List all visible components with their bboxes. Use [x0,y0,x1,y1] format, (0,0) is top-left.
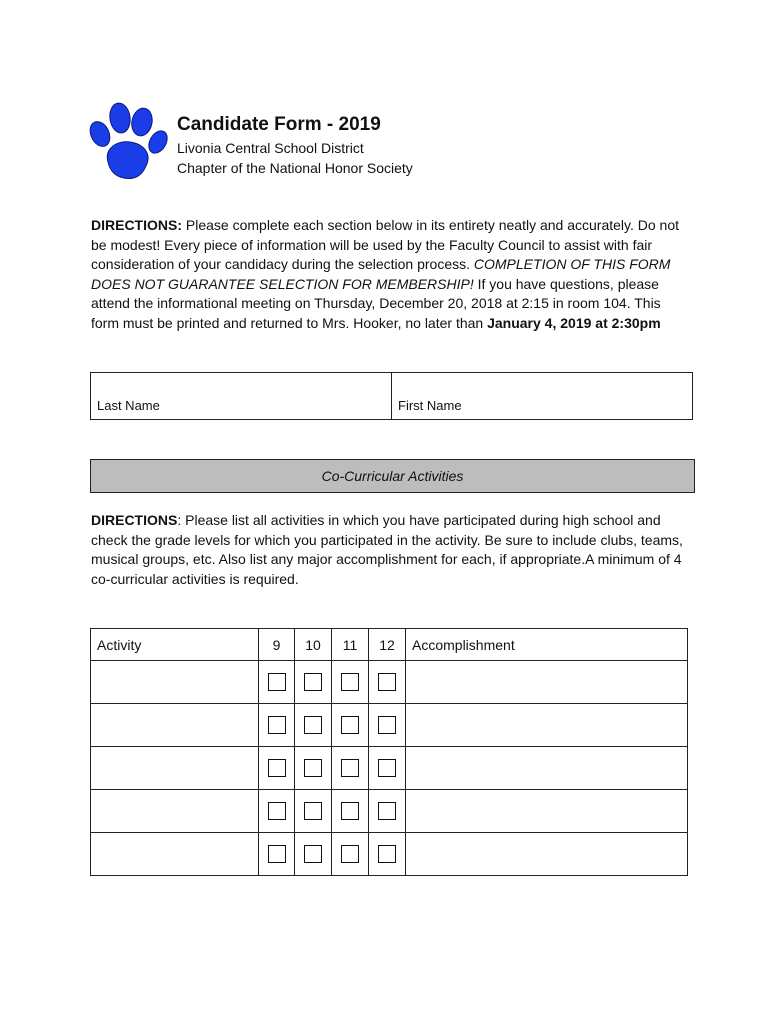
activity-cell[interactable] [91,704,259,747]
table-row [91,790,688,833]
grade-11-checkbox[interactable] [341,802,359,820]
grade-11-checkbox[interactable] [341,845,359,863]
grade-11-header: 11 [332,629,369,661]
last-name-label: Last Name [97,398,160,413]
grade-12-checkbox[interactable] [378,716,396,734]
first-name-field[interactable] [391,373,692,419]
accomplishment-cell[interactable] [406,747,688,790]
directions-deadline: January 4, 2019 at 2:30pm [487,314,661,331]
grade-10-checkbox[interactable] [304,759,322,777]
activity-cell[interactable] [91,747,259,790]
form-title: Candidate Form - 2019 [177,114,381,135]
grade-11-checkbox[interactable] [341,673,359,691]
paw-print-icon [86,100,172,184]
accomplishment-header: Accomplishment [406,629,688,661]
activity-cell[interactable] [91,790,259,833]
table-row [91,661,688,704]
activity-header: Activity [91,629,259,661]
last-name-field[interactable] [91,373,391,419]
table-row [91,833,688,876]
section-header-co-curricular: Co-Curricular Activities [90,459,695,493]
grade-12-checkbox[interactable] [378,802,396,820]
grade-10-header: 10 [295,629,332,661]
grade-12-checkbox[interactable] [378,845,396,863]
directions-paragraph [91,216,691,333]
directions-label: DIRECTIONS: [91,217,182,233]
grade-9-checkbox[interactable] [268,716,286,734]
district-name: Livonia Central School District [177,140,364,156]
directions-text-1: Please complete each section below in its entirety neatly and accurately. Do not be modest! Every piece of information will be used by the Faculty Council to assist with fair consideration of your candidacy during the selection process. [91,217,680,272]
grade-10-checkbox[interactable] [304,716,322,734]
accomplishment-cell[interactable] [406,704,688,747]
grade-12-checkbox[interactable] [378,673,396,691]
activity-cell[interactable] [91,833,259,876]
grade-9-checkbox[interactable] [268,802,286,820]
grade-11-checkbox[interactable] [341,759,359,777]
grade-9-checkbox[interactable] [268,673,286,691]
grade-10-checkbox[interactable] [304,845,322,863]
first-name-label: First Name [398,398,462,413]
grade-9-header: 9 [259,629,295,661]
table-row [91,747,688,790]
activity-directions [91,511,691,589]
grade-10-checkbox[interactable] [304,802,322,820]
directions-text-2: If you have questions, please attend the informational meeting on Thursday, December 20, 2018 at 2:15 in room 104. This form must be printed and returned to Mrs. Hooker, no later than [91,275,661,331]
activity-table [90,628,688,876]
accomplishment-cell[interactable] [406,790,688,833]
grade-12-checkbox[interactable] [378,759,396,777]
name-fields [90,372,693,420]
accomplishment-cell[interactable] [406,833,688,876]
grade-12-header: 12 [369,629,406,661]
activity-directions-label: DIRECTIONS [91,512,178,528]
grade-9-checkbox[interactable] [268,759,286,777]
grade-9-checkbox[interactable] [268,845,286,863]
activity-table-header [91,629,688,661]
chapter-name: Chapter of the National Honor Society [177,160,413,176]
accomplishment-cell[interactable] [406,661,688,704]
directions-emphasis: COMPLETION OF THIS FORM DOES NOT GUARANTEE SELECTION FOR MEMBERSHIP! [91,256,671,292]
activity-directions-text: : Please list all activities in which you have participated during high school and check the grade levels for which you participated in the activity. Be sure to include clubs, teams, musical groups, etc. Also list any major accomplishment for each, if appropriate.A minimum of 4 co-curricular activities is required. [91,512,683,587]
activity-cell[interactable] [91,661,259,704]
table-row [91,704,688,747]
grade-10-checkbox[interactable] [304,673,322,691]
grade-11-checkbox[interactable] [341,716,359,734]
